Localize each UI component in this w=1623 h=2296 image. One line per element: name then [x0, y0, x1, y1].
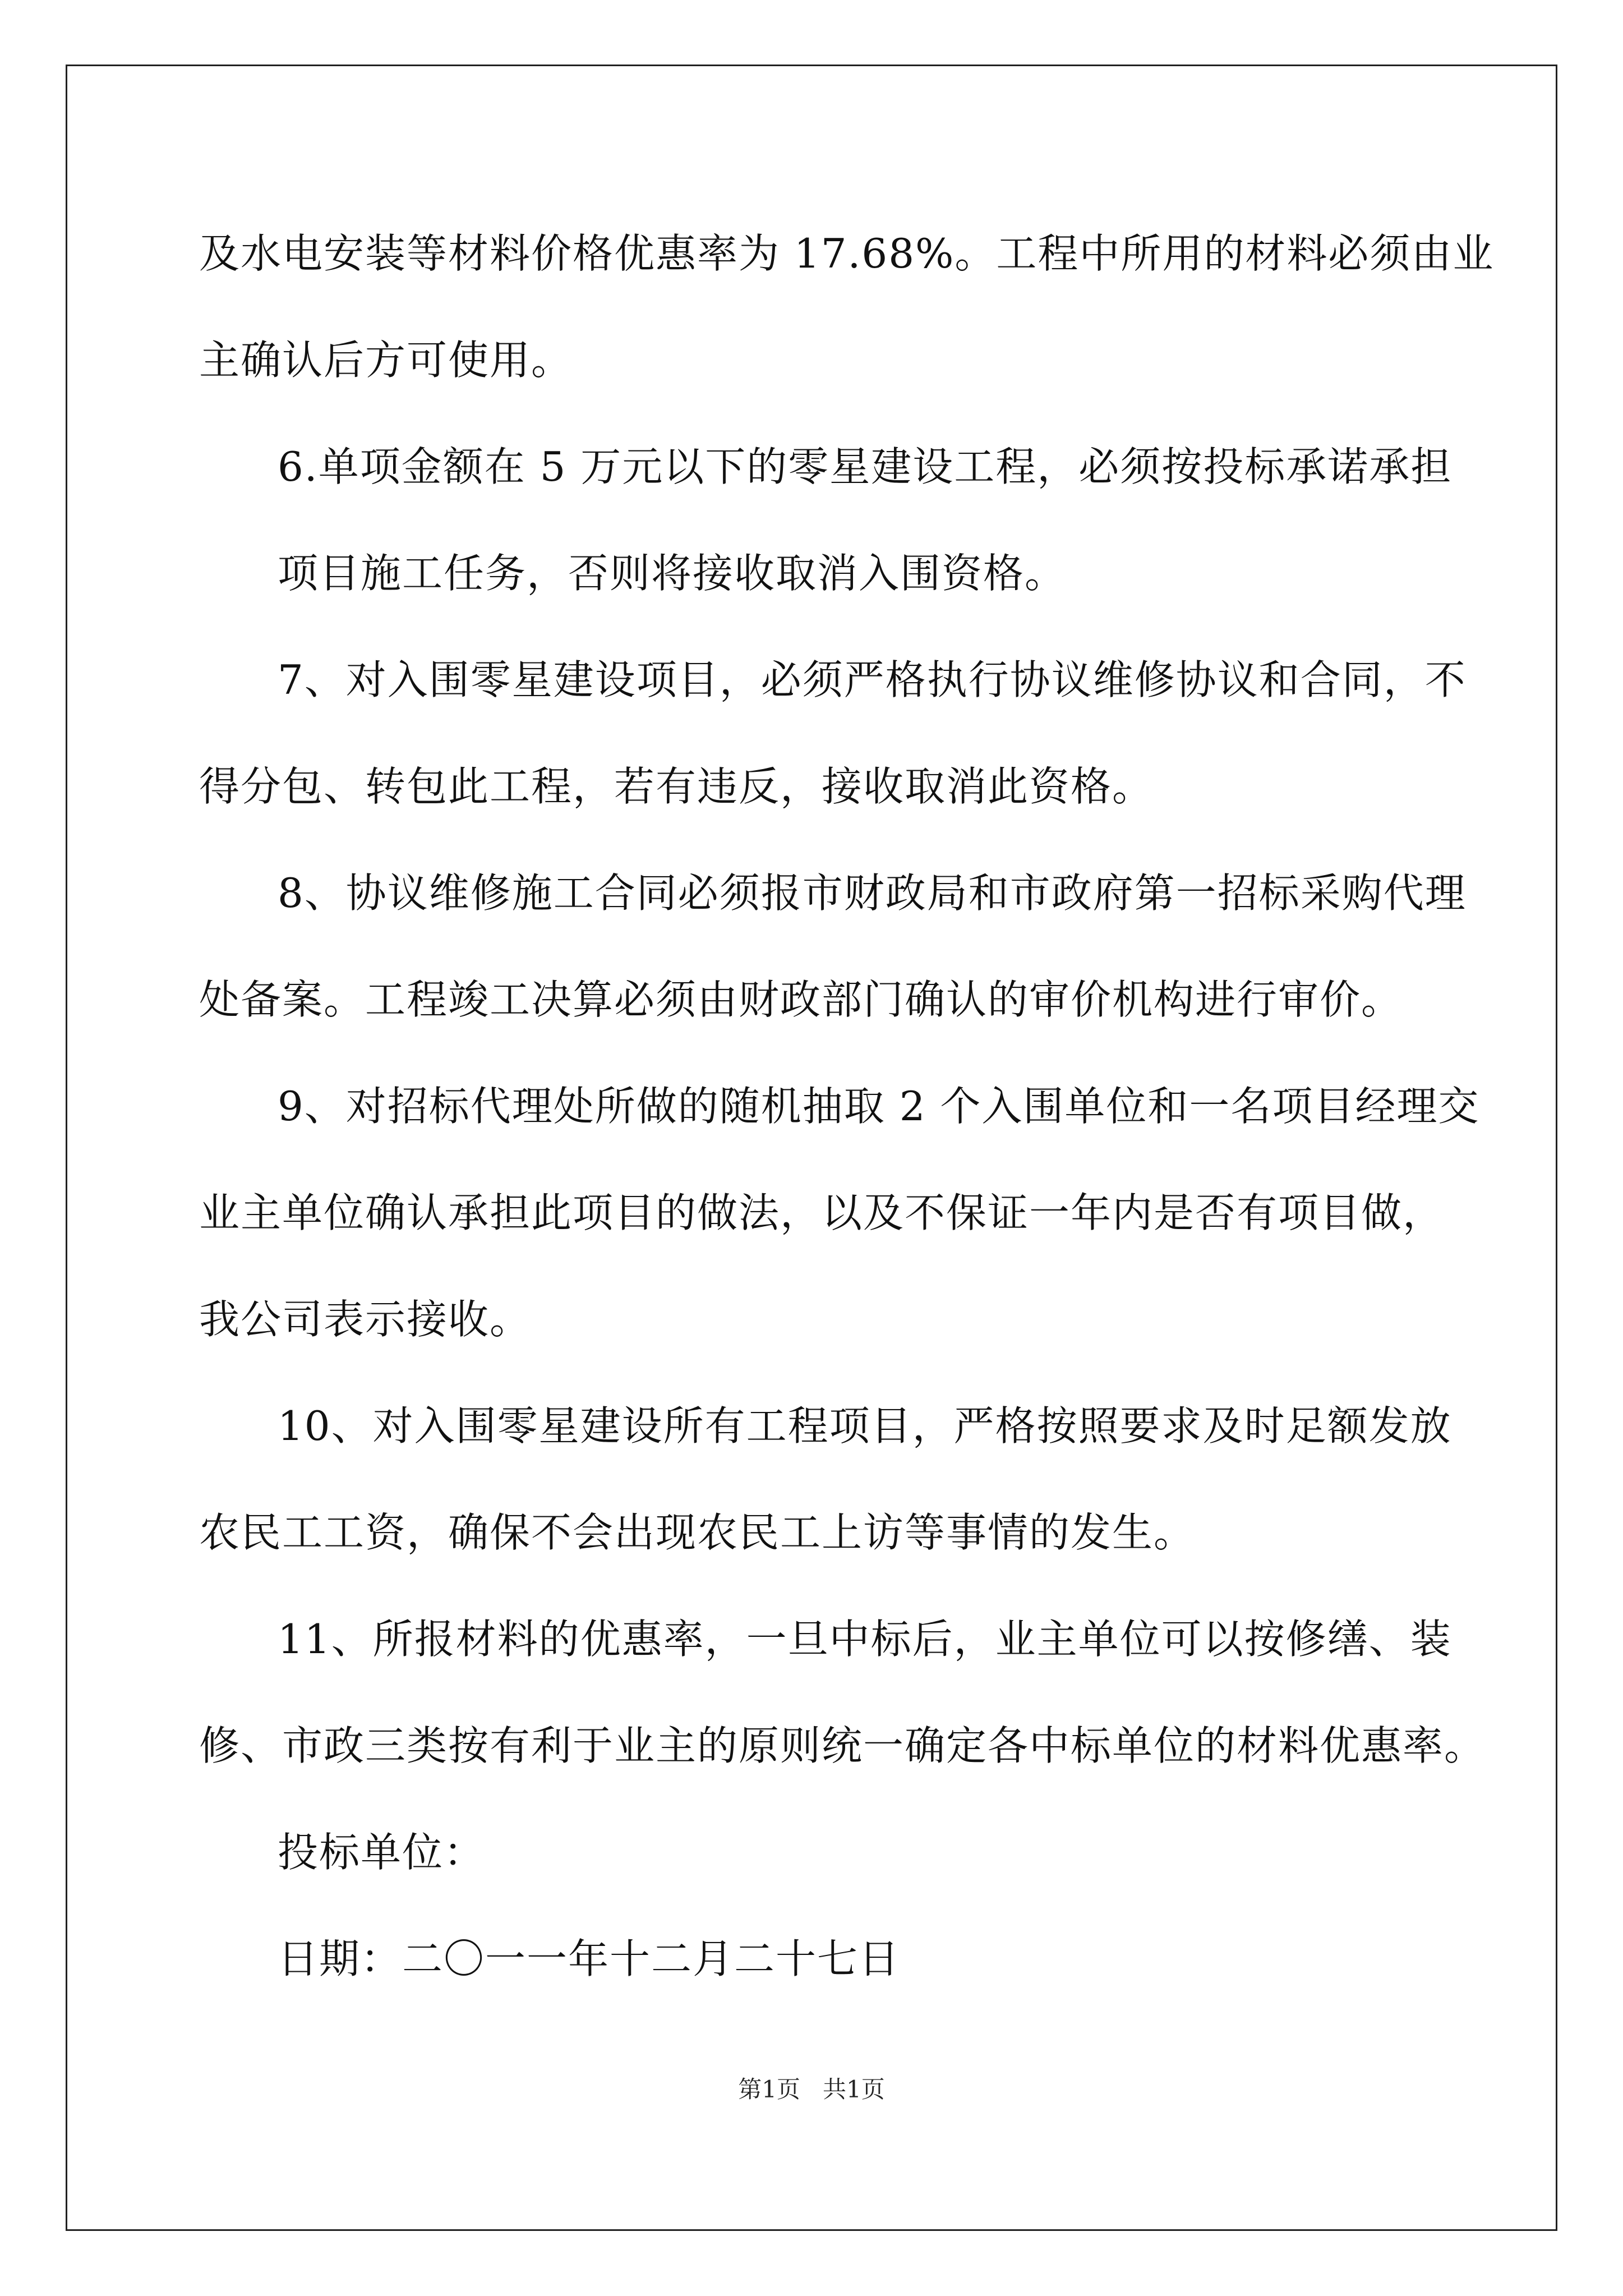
bidder-label: 投标单位：	[278, 1829, 486, 1876]
text-line-7: 8、协议维修施工合同必须报市财政局和市政府第一招标采购代理	[278, 869, 1467, 917]
page-number-footer: 第1页 共1页	[738, 2076, 885, 2103]
text-line-8: 处备案。工程竣工决算必须由财政部门确认的审价机构进行审价。	[199, 976, 1403, 1023]
page-border	[66, 65, 1557, 2231]
text-line-15: 修、市政三类按有利于业主的原则统一确定各中标单位的材料优惠率。	[199, 1722, 1486, 1769]
text-line-6: 得分包、转包此工程，若有违反，接收取消此资格。	[199, 763, 1154, 810]
text-line-14: 11、所报材料的优惠率，一旦中标后，业主单位可以按修缮、装	[278, 1616, 1452, 1663]
text-line-5: 7、对入围零星建设项目，必须严格执行协议维修协议和合同，不	[278, 656, 1467, 703]
text-line-11: 我公司表示接收。	[199, 1296, 532, 1343]
text-line-9: 9、对招标代理处所做的随机抽取 2 个入围单位和一名项目经理交	[278, 1083, 1480, 1130]
text-line-12: 10、对入围零星建设所有工程项目，严格按照要求及时足额发放	[278, 1402, 1452, 1450]
text-line-4: 项目施工任务，否则将接收取消入围资格。	[278, 550, 1067, 597]
text-line-10: 业主单位确认承担此项目的做法，以及不保证一年内是否有项目做，	[199, 1189, 1445, 1236]
text-line-1: 及水电安装等材料价格优惠率为 17.68%。工程中所用的材料必须由业	[199, 230, 1495, 277]
text-line-2: 主确认后方可使用。	[199, 337, 573, 384]
text-line-3: 6.单项金额在 5 万元以下的零星建设工程，必须按投标承诺承担	[278, 443, 1453, 490]
date-line: 日期：二〇一一年十二月二十七日	[278, 1935, 901, 1982]
text-line-13: 农民工工资，确保不会出现农民工上访等事情的发生。	[199, 1509, 1196, 1556]
